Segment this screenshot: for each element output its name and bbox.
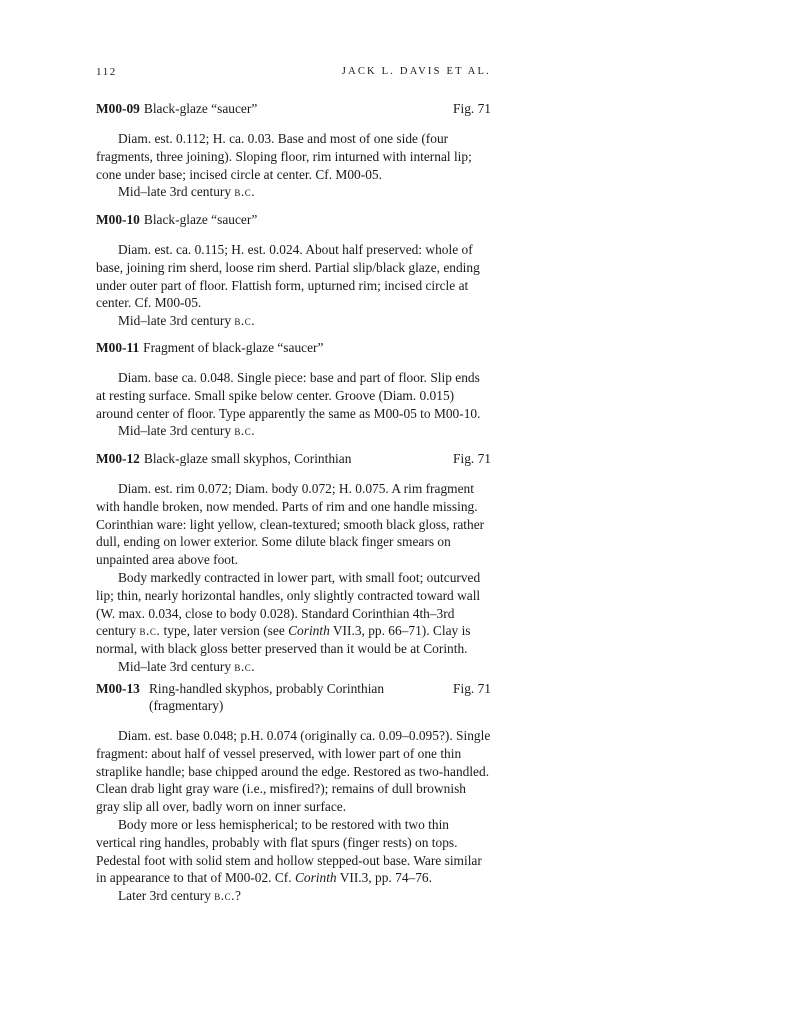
catalog-entry: [96, 339, 491, 440]
date-line: Later 3rd century b.c.?: [118, 888, 241, 904]
entry-heading: [96, 100, 491, 117]
entry-heading: [96, 450, 491, 467]
catalog-number: M00-09: [96, 101, 140, 116]
catalog-entry: [96, 211, 491, 330]
entry-title: Ring-handled skyphos, probably Corinthian (fragmentary): [149, 681, 385, 713]
figure-reference: Fig. 71: [453, 451, 491, 466]
page-number: 112: [96, 66, 117, 78]
description-paragraph: Diam. est. rim 0.072; Diam. body 0.072; H. 0.075. A rim fragment with handle broken, now mended. Parts of rim and one handle missing. Corinthian ware: light yellow, clean-textured; smooth black gloss, rather dull, ending on lower exterior. Some dilute black finger smears on unpainted area above foot.: [96, 481, 485, 568]
entry-title: Black-glaze “saucer”: [143, 212, 258, 227]
date-line: Mid–late 3rd century b.c.: [118, 184, 256, 200]
entry-heading: [96, 339, 491, 356]
entry-title: Fragment of black-glaze “saucer”: [143, 340, 324, 355]
catalog-entry: [96, 100, 491, 201]
entry-heading: [96, 680, 491, 714]
entry-title: Black-glaze “saucer”: [143, 101, 258, 116]
entry-heading: [96, 211, 491, 228]
entry-body: [96, 480, 491, 676]
discussion-paragraph: Body more or less hemispherical; to be restored with two thin vertical ring handles, probably with flat spurs (finger rests) on tops. Pedestal foot with solid stem and hollow stepped-out base. Ware similar in appearance to that of M00-02. Cf. Corinth VII.3, pp. 74–76.: [96, 816, 482, 886]
description-paragraph: Diam. est. base 0.048; p.H. 0.074 (originally ca. 0.09–0.095?). Single fragment: about half of vessel preserved, with lower part of one thin straplike handle; base chipped around the edge. Restored as two-handled. Clean drab light gray ware (i.e., misfired?); remains of dull brownish gray slip all over, badly worn on inner surface.: [96, 728, 491, 815]
date-line: Mid–late 3rd century b.c.: [118, 313, 256, 329]
entry-body: [96, 369, 491, 440]
date-line: Mid–late 3rd century b.c.: [118, 423, 256, 439]
catalog-number: M00-13: [96, 681, 140, 696]
catalog-entry: [96, 450, 491, 676]
discussion-paragraph: Body markedly contracted in lower part, with small foot; outcurved lip; thin, nearly horizontal handles, only slightly contracted toward wall (W. max. 0.034, close to body 0.028). Standard Corinthian 4th–3rd century b.c. type, later version (see Corinth VII.3, pp. 66–71). Clay is normal, with black gloss better preserved than it would be at Corinth.: [96, 569, 481, 657]
description-paragraph: Diam. est. 0.112; H. ca. 0.03. Base and most of one side (four fragments, three joining). Sloping floor, rim inturned with internal lip; cone under base; incised circle at center. Cf. M00-05.: [96, 131, 472, 182]
figure-reference: Fig. 71: [453, 101, 491, 116]
catalog-number: M00-12: [96, 451, 140, 466]
description-paragraph: Diam. est. ca. 0.115; H. est. 0.024. About half preserved: whole of base, joining rim sherd, loose rim sherd. Partial slip/black glaze, ending under outer part of floor. Flattish form, upturned rim; incised circle at center. Cf. M00-05.: [96, 242, 480, 311]
entry-body: [96, 130, 491, 201]
running-head-author: JACK L. DAVIS ET AL.: [341, 66, 491, 77]
catalog-entry: [96, 680, 491, 905]
catalog-number: M00-11: [96, 340, 140, 355]
running-head: [96, 66, 491, 82]
figure-reference: Fig. 71: [453, 681, 491, 696]
date-line: Mid–late 3rd century b.c.: [118, 658, 256, 674]
entry-body: [96, 727, 491, 905]
entry-title: Black-glaze small skyphos, Corinthian: [143, 451, 352, 466]
entry-body: [96, 241, 491, 330]
catalog-number: M00-10: [96, 212, 140, 227]
description-paragraph: Diam. base ca. 0.048. Single piece: base and part of floor. Slip ends at resting surface. Small spike below center. Groove (Diam. 0.015) around center of floor. Type apparently the same as M00-05 to M00-10.: [96, 370, 481, 421]
